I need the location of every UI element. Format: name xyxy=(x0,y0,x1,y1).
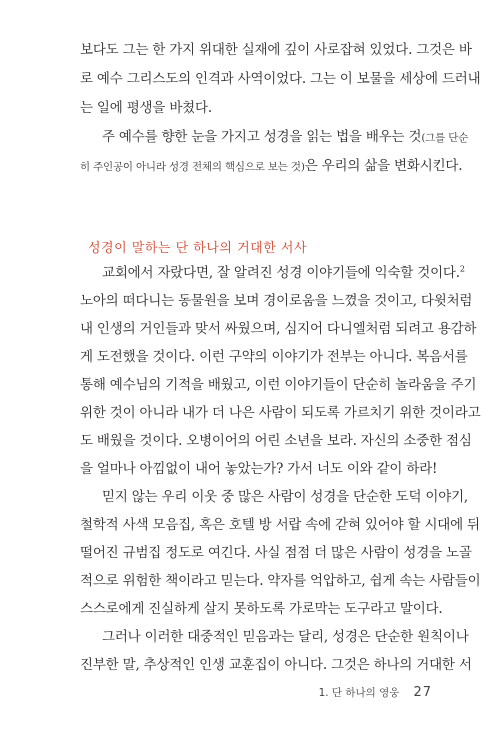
text-line: 게 도전했을 것이다. 이런 구약의 이야기가 전부는 아니다. 복음서를 xyxy=(80,349,468,365)
text-span: 은 우리의 삶을 변화시킨다. xyxy=(304,158,463,174)
footnote-marker: 2 xyxy=(459,264,465,274)
text-line: 로 예수 그리스도의 인격과 사역이었다. 그는 이 보물을 세상에 드러내 xyxy=(80,71,481,87)
text-span: 교회에서 자랐다면, 잘 알려진 성경 이야기들에 익숙할 것이다. xyxy=(102,265,460,281)
page-footer xyxy=(319,681,432,700)
text-line: 도 배웠을 것이다. 오병이어의 어린 소년을 보라. 자신의 소중한 점심 xyxy=(80,433,472,449)
footnote-inline: 히 주인공이 아니라 성경 전체의 핵심으로 보는 것) xyxy=(80,161,305,173)
text-line: 진부한 말, 추상적인 인생 교훈집이 아니다. 그것은 하나의 거대한 서 xyxy=(80,657,472,673)
text-line xyxy=(80,154,463,178)
text-line: 그러나 이러한 대중적인 믿음과는 달리, 성경은 단순한 원칙이나 xyxy=(102,629,469,645)
footnote-inline: (그를 단순 xyxy=(421,132,469,144)
text-line: 철학적 사색 모음집, 혹은 호텔 방 서랍 속에 갇혀 있어야 할 시대에 뒤 xyxy=(80,517,480,533)
text-line: 스스로에게 진실하게 살지 못하도록 가로막는 도구라고 말이다. xyxy=(80,601,443,617)
text-line xyxy=(80,261,465,285)
text-line: 는 일에 평생을 바쳤다. xyxy=(80,100,212,116)
text-line: 떨어진 규범집 정도로 여긴다. 사실 점점 더 많은 사람이 성경을 노골 xyxy=(80,545,472,561)
text-line xyxy=(80,125,469,149)
text-line: 보다도 그는 한 가지 위대한 실재에 깊이 사로잡혀 있었다. 그것은 바 xyxy=(80,42,472,58)
text-line: 위한 것이 아니라 내가 더 나은 사람이 되도록 가르치기 위한 것이라고 xyxy=(80,405,481,421)
text-line: 을 얼마나 아낌없이 내어 놓았는가? 가서 너도 이와 같이 하라! xyxy=(80,461,438,477)
text-line: 통해 예수님의 기적을 배웠고, 이런 이야기들이 단순히 놀라움을 주기 xyxy=(80,377,477,393)
text-line: 믿지 않는 우리 이웃 중 많은 사람이 성경을 단순한 도덕 이야기, xyxy=(102,489,469,505)
page-number: 27 xyxy=(413,685,432,700)
text-line: 노아의 떠다니는 동물원을 보며 경이로움을 느꼈을 것이고, 다윗처럼 xyxy=(80,293,473,309)
chapter-title: 1. 단 하나의 영웅 xyxy=(318,687,400,699)
text-line: 내 인생의 거인들과 맞서 싸웠으며, 심지어 다니엘처럼 되려고 용감하 xyxy=(80,321,477,337)
section-heading: 성경이 말하는 단 하나의 거대한 서사 xyxy=(88,241,308,256)
text-line: 적으로 위험한 책이라고 믿는다. 약자를 억압하고, 쉽게 속는 사람들이 xyxy=(80,573,481,589)
text-span: 주 예수를 향한 눈을 가지고 성경을 읽는 법을 배우는 것 xyxy=(102,129,422,145)
